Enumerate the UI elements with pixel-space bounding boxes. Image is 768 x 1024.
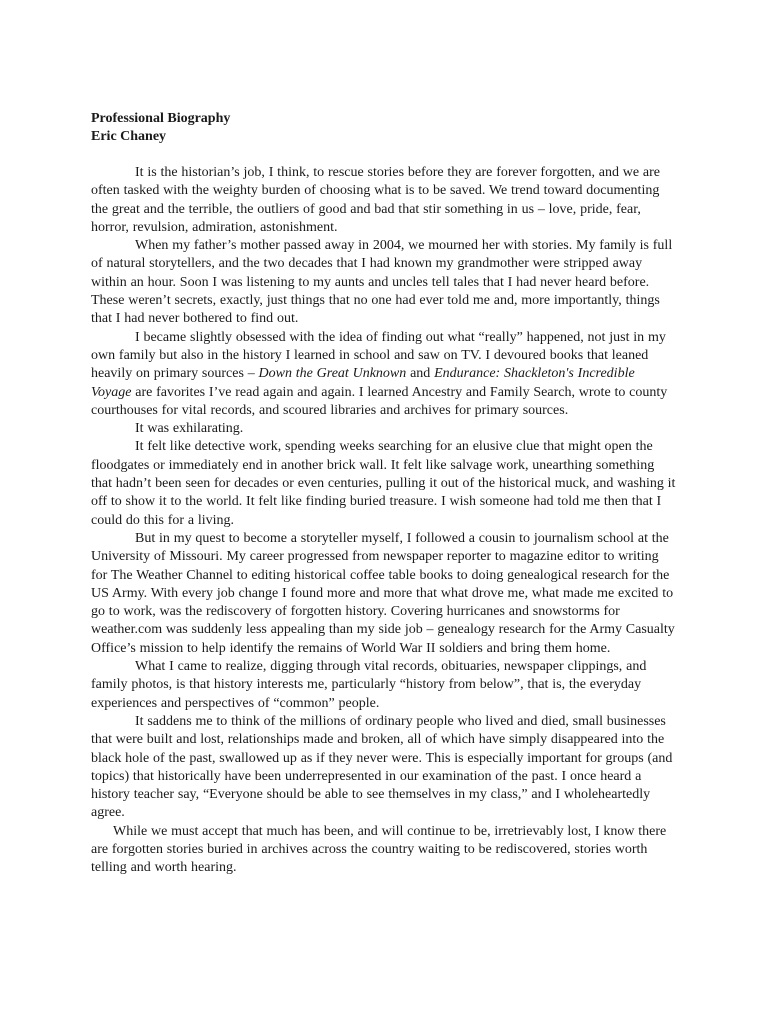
paragraph-6: But in my quest to become a storyteller myself, I followed a cousin to journalism school at the University of Missouri. My career progressed from newspaper reporter to magazine editor to writing for The Weather Channel to editing historical coffee table books to doing genealogical research for the US Army. With every job change I found more and more that what drove me, what made me excited to go to work, was the rediscovery of forgotten history. Covering hurricanes and snowstorms for weather.com was suddenly less appealing than my side job – genealogy research for the Army Casualty Office’s mission to help identify the remains of World War II soldiers and bring them home.	[91, 530, 675, 656]
document-title: Professional Biography	[91, 111, 231, 126]
paragraph-9: While we must accept that much has been, and will continue to be, irretrievably lost, I know there are forgotten stories buried in archives across the country waiting to be rediscovered, stories worth telling and worth hearing.	[91, 823, 667, 876]
paragraph-5: It felt like detective work, spending weeks searching for an elusive clue that might open the floodgates or immediately end in another brick wall. It felt like salvage work, unearthing something that hadn’t been seen for decades or even centuries, pulling it out of the historical muck, and washing it off to show it to the world. It felt like finding buried treasure. I wish someone had told me then that I could do this for a living.	[91, 439, 676, 528]
book-title-down-the-great-unknown: Down the Great Unknown	[258, 366, 407, 382]
document-page	[91, 110, 676, 878]
paragraph-2: When my father’s mother passed away in 2004, we mourned her with stories. My family is full of natural storytellers, and the two decades that I had known my grandmother were stripped away within an hour. Soon I was listening to my aunts and uncles tell tales that I had never heard before. These weren’t secrets, exactly, just things that no one had ever told me and, more importantly, things that I had never bothered to find out.	[91, 238, 673, 327]
paragraph-8: It saddens me to think of the millions of ordinary people who lived and died, small businesses that were built and lost, relationships made and broken, all of which have simply disappeared into the black hole of the past, swallowed up as if they never were. This is especially important for groups (and topics) that historically have been underrepresented in our examination of the past. I once heard a history teacher say, “Everyone should be able to see themselves in my class,” and I wholeheartedly agree.	[91, 713, 673, 821]
paragraph-4: It was exhilarating.	[135, 421, 244, 437]
paragraph-1: It is the historian’s job, I think, to rescue stories before they are forever forgotten, and we are often tasked with the weighty burden of choosing what is to be saved. We trend toward documenting the great and the terrible, the outliers of good and bad that stir something in us – love, pride, fear, horror, revulsion, admiration, astonishment.	[91, 165, 661, 235]
document-author: Eric Chaney	[91, 129, 167, 144]
paragraph-3: I became slightly obsessed with the idea of finding out what “really” happened, not just in my own family but also in the history I learned in school and saw on TV. I devoured books that leaned heavily on primary sources – Down the Great Unknown and Endurance: Shackleton's Incredible Voyage are favorites I’ve read again and again. I learned Ancestry and Family Search, wrote to county courthouses for vital records, and scoured libraries and archives for primary sources.	[91, 329, 668, 418]
book-title-endurance: Endurance: Shackleton's Incredible Voyage	[91, 366, 635, 400]
document-body	[91, 164, 676, 878]
paragraph-7: What I came to realize, digging through vital records, obituaries, newspaper clippings, and family photos, is that history interests me, particularly “history from below”, that is, the everyday experiences and perspectives of “common” people.	[91, 659, 647, 711]
